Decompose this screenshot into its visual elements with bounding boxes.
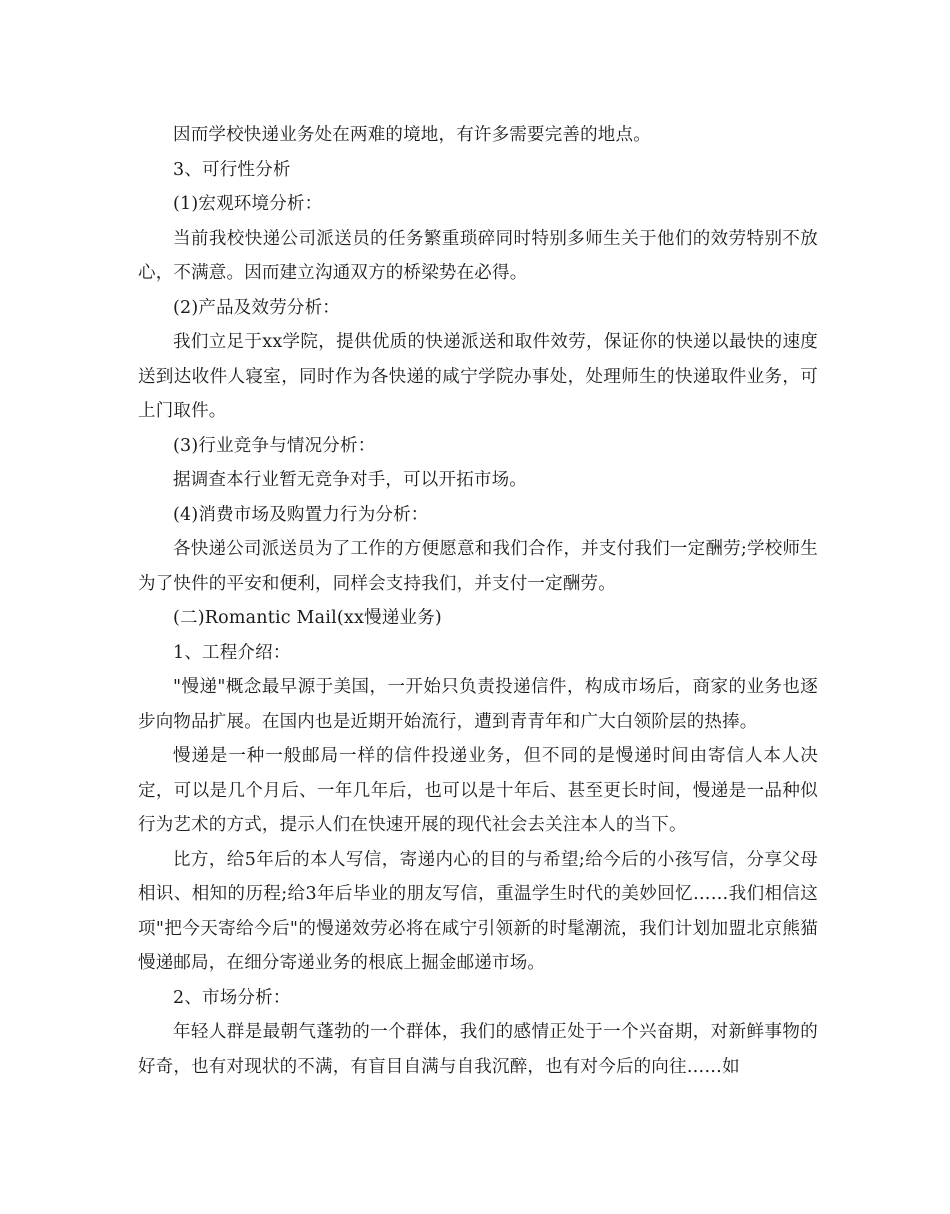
subsection-heading: (2)产品及效劳分析：	[173, 297, 340, 318]
subsection-heading: (4)消费市场及购置力行为分析：	[173, 504, 429, 525]
paragraph: 我们立足于xx学院，提供优质的快递派送和取件效劳，保证你的快递以最快的速度送到达收件人寝室，同时作为各快递的咸宁学院办事处，处理师生的快递取件业务，可上门取件。	[138, 332, 818, 421]
document-body	[138, 118, 818, 1084]
paragraph: 当前我校快递公司派送员的任务繁重琐碎同时特别多师生关于他们的效劳特别不放心，不满意。因而建立沟通双方的桥梁势在必得。	[138, 228, 818, 283]
paragraph: "慢递"概念最早源于美国，一开始只负责投递信件，构成市场后，商家的业务也逐步向物品扩展。在国内也是近期开始流行，遭到青青年和广大白领阶层的热捧。	[138, 677, 818, 732]
paragraph: 比方，给5年后的本人写信，寄递内心的目的与希望;给今后的小孩写信，分享父母相识、相知的历程;给3年后毕业的朋友写信，重温学生时代的美妙回忆……我们相信这项"把今天寄给今后"的慢递效劳必将在咸宁引领新的时髦潮流，我们计划加盟北京熊猫慢递邮局，在细分寄递业务的根底上掘金邮递市场。	[138, 849, 818, 973]
paragraph: 慢递是一种一般邮局一样的信件投递业务，但不同的是慢递时间由寄信人本人决定，可以是几个月后、一年几年后，也可以是十年后、甚至更长时间，慢递是一品种似行为艺术的方式，提示人们在快速开展的现代社会去关注本人的当下。	[138, 746, 818, 835]
subsection-heading: 2、市场分析：	[173, 987, 291, 1008]
paragraph: 各快递公司派送员为了工作的方便愿意和我们合作，并支付我们一定酬劳;学校师生为了快件的平安和便利，同样会支持我们，并支付一定酬劳。	[138, 539, 818, 594]
subsection-heading: (1)宏观环境分析：	[173, 194, 323, 214]
section-heading: 3、可行性分析	[173, 159, 291, 180]
subsection-heading: 1、工程介绍：	[173, 642, 291, 663]
paragraph: 年轻人群是最朝气蓬勃的一个群体，我们的感情正处于一个兴奋期，对新鲜事物的好奇，也有对现状的不满，有盲目自满与自我沉醉，也有对今后的向往……如	[138, 1022, 818, 1077]
paragraph: 因而学校快递业务处在两难的境地，有许多需要完善的地点。	[173, 125, 651, 145]
subsection-heading: (3)行业竞争与情况分析：	[173, 435, 376, 456]
paragraph: 据调查本行业暂无竞争对手，可以开拓市场。	[173, 470, 527, 490]
section-heading: (二)Romantic Mail(xx慢递业务)	[173, 608, 442, 628]
